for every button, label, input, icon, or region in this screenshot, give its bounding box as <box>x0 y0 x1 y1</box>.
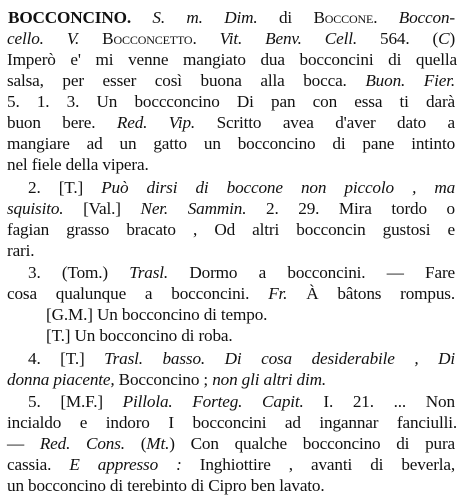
entry-line <box>28 393 455 410</box>
entry-text-segment: Imperò e' mi venne mangiato dua bocconcini di quella <box>7 50 457 69</box>
entry-line <box>7 285 455 302</box>
entry-text-segment: cassia. <box>7 455 70 474</box>
entry-text-segment: [Val.] <box>63 199 141 218</box>
entry-line <box>46 327 233 344</box>
entry-text-segment: Scritto avea d'aver dato a <box>195 113 456 132</box>
entry-text-segment: Bocconcetto <box>102 29 193 48</box>
entry-text-segment: . <box>373 8 399 27</box>
entry-text-segment: nel fiele della vipera. <box>7 155 149 174</box>
entry-text-segment: 2. [T.] <box>28 178 102 197</box>
entry-line <box>8 9 455 26</box>
entry-text-segment: . <box>192 29 220 48</box>
entry-line <box>7 242 34 259</box>
entry-text-segment: rari. <box>7 241 35 260</box>
entry-line <box>28 350 455 367</box>
entry-line <box>7 477 325 494</box>
entry-line <box>7 414 457 431</box>
entry-text-segment: E appresso : <box>69 455 182 474</box>
entry-text-segment: Trasl. basso. Di cosa desiderabile , Di <box>104 349 455 368</box>
entry-text-segment: I. 21. ... Non <box>303 392 455 411</box>
entry-text-segment: Pillola. Forteg. Capit. <box>122 392 304 411</box>
entry-line <box>7 72 455 89</box>
entry-line <box>7 30 455 47</box>
entry-line <box>7 371 326 388</box>
entry-text-segment: donna piacente, <box>7 370 115 389</box>
entry-text-segment: Vit. Benv. Cell. <box>219 29 357 48</box>
entry-text-segment: buon bere. <box>7 113 117 132</box>
entry-text-segment: Bocconcino ; <box>114 370 213 389</box>
entry-text-segment: di <box>257 8 314 27</box>
entry-text-segment: un bocconcino di terebinto di Cipro ben lavato. <box>7 476 325 495</box>
entry-text-segment: Può dirsi di boccone non piccolo , ma <box>101 178 456 197</box>
entry-text-segment: 564. ( <box>356 29 439 48</box>
entry-text-segment: cosa qualunque a bocconcini. <box>7 284 269 303</box>
entry-line <box>7 156 149 173</box>
entry-line <box>7 93 455 110</box>
entry-text-segment: [G.M.] Un bocconcino di tempo. <box>46 305 268 324</box>
entry-line <box>7 135 455 152</box>
entry-text-segment: — <box>7 434 40 453</box>
entry-text-segment: Boccone <box>313 8 374 27</box>
entry-text-segment: mangiare ad un gatto un bocconcino di pane intinto <box>7 134 456 153</box>
entry-text-segment: Ner. Sammin. <box>140 199 247 218</box>
entry-text-segment: ( <box>124 434 147 453</box>
entry-text-segment: 5. [M.F.] <box>28 392 123 411</box>
entry-line <box>28 179 455 196</box>
entry-text-segment: 4. [T.] <box>28 349 105 368</box>
entry-text-segment: fagian grasso bracato , Od altri bocconcin gustosi e <box>7 220 455 239</box>
entry-text-segment: 5. 1. 3. Un boccconcino Di pan con essa ti darà <box>7 92 456 111</box>
entry-text-segment: Red. Vip. <box>116 113 196 132</box>
entry-line <box>7 200 455 217</box>
entry-text-segment: Mt. <box>146 434 170 453</box>
entry-text-segment: 2. 29. Mira tordo o <box>246 199 456 218</box>
entry-text-segment <box>79 29 102 48</box>
entry-text-segment: Dormo a bocconcini. — Fare <box>168 263 455 282</box>
entry-line <box>46 306 267 323</box>
entry-text-segment: salsa, per esser così buona alla bocca. <box>7 71 366 90</box>
entry-text-segment: C <box>438 29 450 48</box>
entry-text-segment <box>131 8 152 27</box>
entry-text-segment: Inghiottire , avanti di beverla, <box>181 455 456 474</box>
entry-text-segment: Red. Cons. <box>39 434 125 453</box>
entry-text-segment: Boccon- <box>398 8 455 27</box>
entry-line <box>7 435 455 452</box>
entry-text-segment: [T.] Un bocconcino di roba. <box>46 326 233 345</box>
entry-text-segment: squisito. <box>7 199 64 218</box>
entry-text-segment: ) Con qualche bocconcino di pura <box>169 434 456 453</box>
entry-line <box>28 264 455 281</box>
entry-text-segment: cello. V. <box>7 29 80 48</box>
entry-line <box>7 114 455 131</box>
entry-line <box>7 51 457 68</box>
entry-text-segment: 3. (Tom.) <box>28 263 130 282</box>
entry-text-segment: Trasl. <box>129 263 169 282</box>
entry-text-segment: À bâtons rompus. <box>287 284 455 303</box>
entry-text-segment: Fr. <box>268 284 288 303</box>
entry-text-segment: Buon. Fier. <box>365 71 456 90</box>
entry-text-segment: S. m. Dim. <box>152 8 258 27</box>
entry-text-segment: non gli altri dim. <box>212 370 327 389</box>
entry-line <box>7 456 455 473</box>
entry-line <box>7 221 455 238</box>
entry-text-segment: ) <box>449 29 456 48</box>
entry-text-segment: BOCCONCINO. <box>8 8 131 27</box>
entry-text-segment: incialdo e indoro I bocconcini ad ingannar fanciulli. <box>7 413 457 432</box>
